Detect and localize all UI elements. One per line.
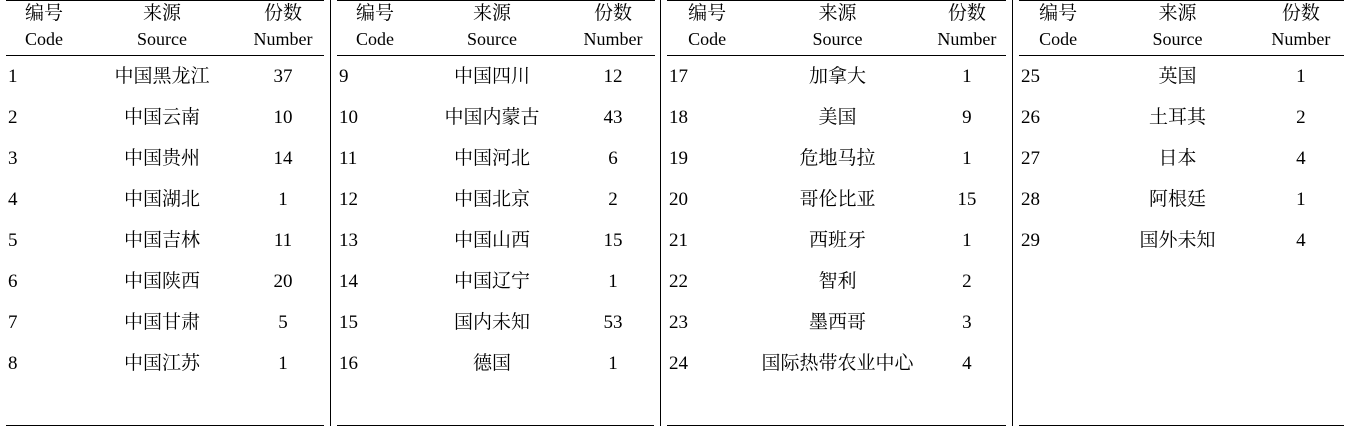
cell-source: 中国河北	[453, 148, 530, 169]
table-header-row	[667, 1, 1006, 56]
cell-number: 4	[1296, 230, 1306, 251]
table-header-row	[337, 1, 655, 56]
header-number	[571, 1, 655, 56]
table-row	[337, 97, 655, 138]
table-row	[6, 138, 324, 179]
cell-code	[1019, 343, 1097, 384]
cell-source: 中国北京	[453, 189, 530, 210]
table-row	[337, 138, 655, 179]
table-row	[6, 97, 324, 138]
cell-code: 27	[1021, 148, 1040, 169]
cell-number: 1	[608, 271, 618, 292]
cell-code: 18	[669, 107, 688, 128]
cell-code: 14	[339, 271, 358, 292]
cell-source: 国内未知	[453, 312, 530, 333]
header-number	[928, 1, 1006, 56]
cell-number: 11	[273, 230, 293, 251]
cell-code: 28	[1021, 189, 1040, 210]
table-row	[667, 138, 1006, 179]
table-row	[337, 179, 655, 220]
cell-source: 哥伦比亚	[799, 189, 876, 210]
table-row-empty	[1019, 261, 1344, 302]
cell-source: 国外未知	[1139, 230, 1216, 251]
header-code	[667, 1, 747, 56]
cell-number: 2	[1296, 107, 1306, 128]
cell-number: 1	[278, 189, 288, 210]
header-code-cn: 编号	[1039, 3, 1078, 24]
header-number-cn: 份数	[593, 3, 632, 24]
cell-source: 中国云南	[123, 107, 200, 128]
header-source-cn: 来源	[1158, 3, 1197, 24]
table-row	[6, 343, 324, 384]
table-row-empty	[1019, 302, 1344, 343]
cell-number	[1258, 261, 1344, 302]
cell-source: 中国贵州	[123, 148, 200, 169]
cell-code: 17	[669, 66, 688, 87]
header-number-en: Number	[1271, 29, 1331, 49]
cell-source: 中国内蒙古	[444, 107, 540, 128]
cell-source: 中国陕西	[123, 271, 200, 292]
cell-code: 15	[339, 312, 358, 333]
cell-source	[1097, 261, 1257, 302]
table-block-4	[1012, 0, 1350, 426]
cell-code: 3	[8, 148, 18, 169]
header-source	[747, 1, 928, 56]
cell-number: 2	[962, 271, 972, 292]
cell-source	[1097, 302, 1257, 343]
table-row	[337, 302, 655, 343]
cell-source: 加拿大	[808, 66, 866, 87]
table-block-1	[0, 0, 330, 426]
table-row	[1019, 56, 1344, 98]
cell-source: 土耳其	[1148, 107, 1206, 128]
cell-number: 15	[957, 189, 977, 210]
table-header-row	[1019, 1, 1344, 56]
cell-number: 37	[273, 66, 293, 87]
header-number	[242, 1, 324, 56]
table-header-row	[6, 1, 324, 56]
header-source-en: Source	[812, 29, 863, 49]
cell-source: 德国	[472, 353, 511, 374]
header-number	[1258, 1, 1344, 56]
table-row	[337, 56, 655, 98]
cell-number: 20	[273, 271, 293, 292]
cell-code: 9	[339, 66, 349, 87]
cell-code: 8	[8, 353, 18, 374]
table-row	[1019, 220, 1344, 261]
cell-code: 13	[339, 230, 358, 251]
header-number-en: Number	[937, 29, 997, 49]
cell-number	[1258, 302, 1344, 343]
cell-code: 24	[669, 353, 688, 374]
cell-code: 2	[8, 107, 18, 128]
header-code-en: Code	[25, 29, 63, 49]
cell-source: 中国吉林	[123, 230, 200, 251]
header-code	[1019, 1, 1097, 56]
table-block-2	[330, 0, 660, 426]
cell-source: 日本	[1158, 148, 1197, 169]
table-row	[337, 261, 655, 302]
cell-code: 10	[339, 107, 358, 128]
cell-source: 美国	[818, 107, 857, 128]
cell-number: 43	[603, 107, 623, 128]
cell-code: 5	[8, 230, 18, 251]
header-code-cn: 编号	[24, 3, 63, 24]
cell-number: 5	[278, 312, 288, 333]
header-code	[6, 1, 82, 56]
cell-number: 1	[962, 66, 972, 87]
table-row	[337, 343, 655, 384]
cell-code: 11	[339, 148, 358, 169]
table-row	[337, 220, 655, 261]
header-source-cn: 来源	[818, 3, 857, 24]
table-row	[667, 302, 1006, 343]
cell-code: 6	[8, 271, 18, 292]
cell-code: 20	[669, 189, 688, 210]
table-block-3	[660, 0, 1012, 426]
cell-number	[1258, 343, 1344, 384]
cell-code: 12	[339, 189, 358, 210]
header-number-cn: 份数	[947, 3, 986, 24]
cell-source: 英国	[1158, 66, 1197, 87]
cell-code	[1019, 261, 1097, 302]
header-source-en: Source	[1152, 29, 1203, 49]
header-code-en: Code	[356, 29, 394, 49]
cell-number: 12	[603, 66, 623, 87]
table-row	[6, 56, 324, 98]
table-row	[6, 302, 324, 343]
table-2	[337, 0, 655, 384]
cell-code	[1019, 302, 1097, 343]
header-number-en: Number	[583, 29, 643, 49]
cell-number: 53	[603, 312, 623, 333]
cell-code: 23	[669, 312, 688, 333]
header-number-cn: 份数	[1281, 3, 1320, 24]
header-number-en: Number	[253, 29, 313, 49]
cell-code: 25	[1021, 66, 1040, 87]
header-code-cn: 编号	[355, 3, 394, 24]
cell-source: 中国辽宁	[453, 271, 530, 292]
cell-number: 1	[962, 148, 972, 169]
table-row	[6, 179, 324, 220]
cell-source: 危地马拉	[799, 148, 876, 169]
table-1	[6, 0, 324, 384]
cell-number: 3	[962, 312, 972, 333]
cell-source: 中国甘肃	[123, 312, 200, 333]
cell-number: 1	[1296, 189, 1306, 210]
cell-code: 7	[8, 312, 18, 333]
table-row	[6, 261, 324, 302]
header-code-en: Code	[1039, 29, 1078, 49]
cell-source: 国际热带农业中心	[761, 353, 914, 374]
header-code	[337, 1, 413, 56]
cell-number: 4	[1296, 148, 1306, 169]
table-row	[667, 261, 1006, 302]
cell-source: 墨西哥	[808, 312, 866, 333]
header-source	[413, 1, 571, 56]
cell-number: 1	[1296, 66, 1306, 87]
table-row	[667, 220, 1006, 261]
table-row	[667, 56, 1006, 98]
table-row-empty	[1019, 343, 1344, 384]
cell-code: 22	[669, 271, 688, 292]
cell-number: 1	[608, 353, 618, 374]
table-row	[1019, 179, 1344, 220]
cell-code: 19	[669, 148, 688, 169]
table-row	[1019, 138, 1344, 179]
cell-code: 4	[8, 189, 18, 210]
cell-source: 中国湖北	[123, 189, 200, 210]
cell-source: 中国四川	[453, 66, 530, 87]
cell-number: 4	[962, 353, 972, 374]
header-source-cn: 来源	[142, 3, 181, 24]
cell-source: 智利	[818, 271, 857, 292]
table-3	[667, 0, 1006, 384]
header-source-en: Source	[467, 29, 517, 49]
cell-number: 1	[278, 353, 288, 374]
cell-number: 2	[608, 189, 618, 210]
cell-source: 中国江苏	[123, 353, 200, 374]
cell-number: 10	[273, 107, 293, 128]
table-row	[667, 97, 1006, 138]
table-row	[1019, 97, 1344, 138]
cell-source: 中国黑龙江	[114, 66, 210, 87]
header-source	[82, 1, 242, 56]
header-source	[1097, 1, 1257, 56]
cell-number: 15	[603, 230, 623, 251]
cell-number: 1	[962, 230, 972, 251]
cell-number: 9	[962, 107, 972, 128]
header-source-cn: 来源	[472, 3, 511, 24]
table-row	[667, 343, 1006, 384]
table-4	[1019, 0, 1344, 384]
table-row	[667, 179, 1006, 220]
cell-source: 西班牙	[808, 230, 866, 251]
cell-number: 14	[273, 148, 293, 169]
header-code-cn: 编号	[688, 3, 727, 24]
cell-code: 26	[1021, 107, 1040, 128]
cell-code: 1	[8, 66, 18, 87]
header-code-en: Code	[688, 29, 727, 49]
cell-code: 16	[339, 353, 358, 374]
cell-number: 6	[608, 148, 618, 169]
cell-source: 中国山西	[453, 230, 530, 251]
cell-code: 21	[669, 230, 688, 251]
table-row	[6, 220, 324, 261]
header-source-en: Source	[137, 29, 187, 49]
cell-source	[1097, 343, 1257, 384]
cell-code: 29	[1021, 230, 1040, 251]
cell-source: 阿根廷	[1148, 189, 1206, 210]
header-number-cn: 份数	[263, 3, 302, 24]
